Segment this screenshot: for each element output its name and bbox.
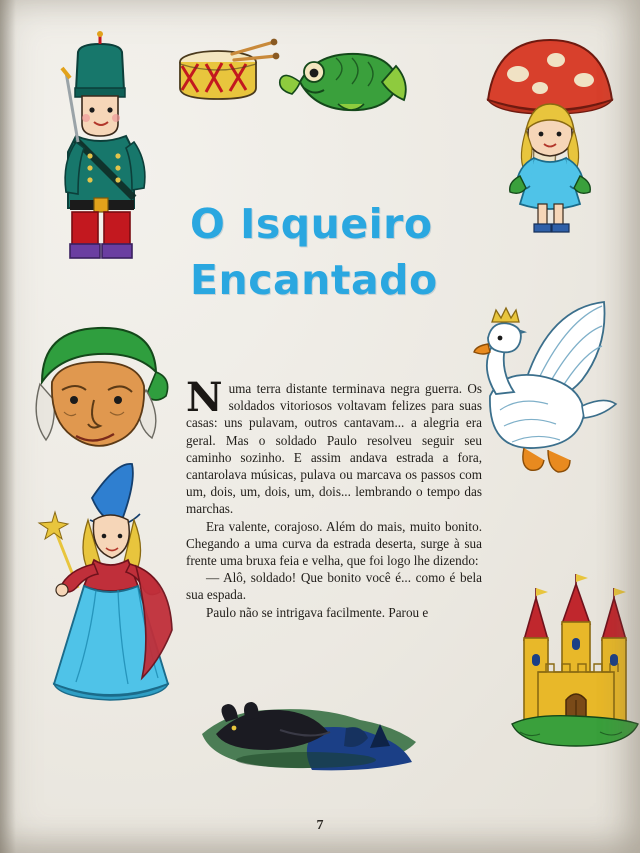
paragraph-1-text: uma terra distante terminava negra guerra. Os soldados vitoriosos voltavam felizes para suas casas: uns pulavam, outros cantavam... a alegria era geral. Mas o soldado Paulo resolveu seguir seu caminho sozinho. E assim andava estrada a fora, cantarolava músicas, pulava ou marcava os passos com um, dois, um, dois, um, dois... lembrando o tempo das marchas. <box>186 381 482 517</box>
paragraph-4: Paulo não se intrigava facilmente. Parou e <box>206 604 429 620</box>
page-number: 7 <box>316 818 324 833</box>
page-spine-shadow <box>0 0 16 853</box>
illustration-drum <box>170 40 280 120</box>
paragraph-1 <box>186 374 482 518</box>
illustration-dog-night <box>196 672 426 772</box>
illustration-witch-head <box>24 320 174 460</box>
illustration-swan <box>470 290 630 490</box>
drop-cap: N <box>186 374 223 421</box>
title-line-1: O Isqueiro <box>190 200 433 248</box>
body-text <box>186 374 482 621</box>
illustration-fairy-princess <box>18 462 188 722</box>
paragraph-3: — Alô, soldado! Que bonito você é... como é bela sua espada. <box>186 570 482 603</box>
illustration-fish <box>278 46 408 118</box>
title-line-2: Encantado <box>190 256 438 304</box>
illustration-toy-soldier <box>42 32 162 272</box>
paragraph-2: Era valente, corajoso. Além do mais, muito bonito. Chegando a uma curva da estrada deserta, surge à sua frente uma bruxa feia e velha, que foi logo lhe dizendo: <box>186 518 482 569</box>
illustration-castle <box>510 580 640 780</box>
